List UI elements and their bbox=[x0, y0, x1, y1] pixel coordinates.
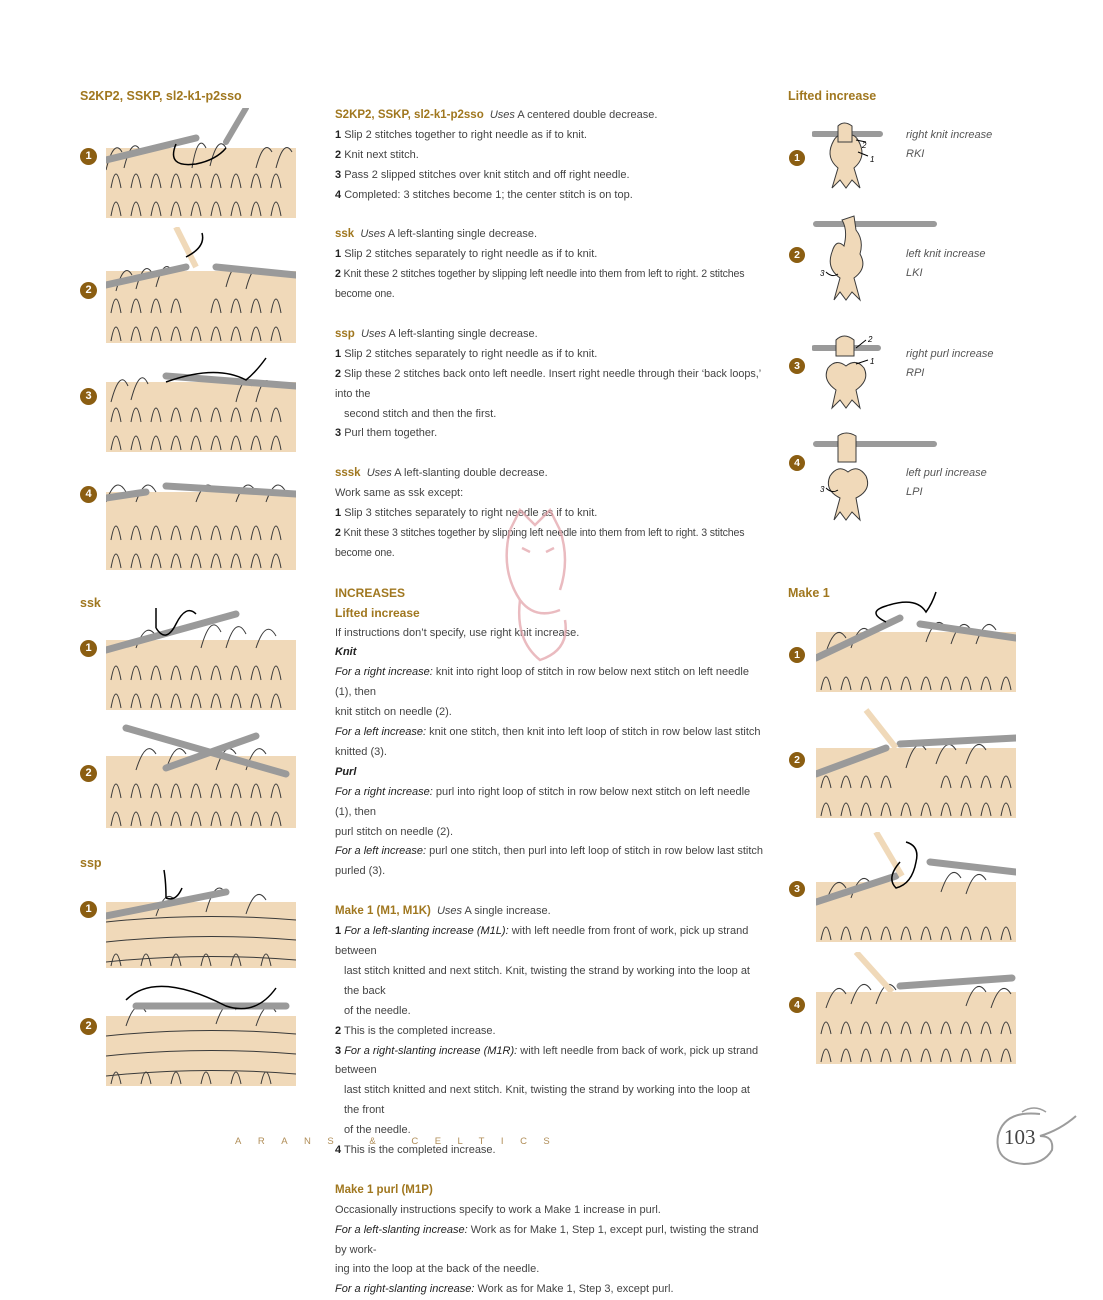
step-number: 1 bbox=[335, 925, 342, 938]
step-number-badge: 3 bbox=[789, 881, 805, 897]
step-number: 1 bbox=[335, 347, 342, 360]
step-line bbox=[335, 126, 765, 146]
svg-text:1: 1 bbox=[870, 155, 875, 164]
s2kp2-heading: S2KP2, SSKP, sl2-k1-p2sso bbox=[335, 109, 484, 121]
step-line bbox=[335, 365, 765, 405]
step-text: Slip 2 stitches separately to right needle as if to knit. bbox=[344, 347, 598, 360]
purl-left-text: purl one stitch, then purl into left loop of stitch in row below last stitch purled (3). bbox=[335, 845, 763, 878]
rki-label-line1: right knit increase bbox=[906, 129, 993, 141]
step-line-continued: second stitch and then the first. bbox=[344, 407, 497, 420]
step-line-continued: of the needle. bbox=[344, 1004, 411, 1017]
step-text: Slip these 2 stitches back onto left needle. Insert right needle through their ‘back loops,’ into the bbox=[335, 367, 761, 400]
uses-label: Uses bbox=[436, 905, 463, 918]
purl-right-text: purl into right loop of stitch in row below next stitch on left needle (1), then bbox=[335, 785, 751, 818]
svg-text:3: 3 bbox=[820, 269, 825, 278]
s2kp2-heading-line bbox=[335, 106, 765, 126]
uses-text: A centered double decrease. bbox=[517, 109, 658, 121]
step-number-badge: 1 bbox=[80, 640, 97, 657]
make1-step2-illustration bbox=[816, 708, 1016, 818]
step-line bbox=[335, 345, 765, 365]
s2kp2-step2-illustration bbox=[106, 227, 296, 343]
purl-right-line bbox=[335, 783, 765, 823]
rpi-label bbox=[906, 345, 993, 383]
step-number-badge: 1 bbox=[80, 901, 97, 918]
s2kp2-section-label: S2KP2, SSKP, sl2-k1-p2sso bbox=[80, 89, 242, 103]
increases-heading: INCREASES bbox=[335, 585, 406, 600]
step-text: Knit these 2 stitches together by slipping left needle into them from left to right. 2 stitches become one. bbox=[335, 268, 745, 301]
step-number-badge: 1 bbox=[80, 148, 97, 165]
uses-label: Uses bbox=[360, 228, 386, 241]
step-number: 2 bbox=[335, 268, 341, 281]
step-number-badge: 2 bbox=[80, 282, 97, 299]
make1p-left-label: For a left-slanting increase: bbox=[335, 1223, 468, 1236]
step-number-badge: 2 bbox=[80, 1018, 97, 1035]
make1p-heading: Make 1 purl (M1P) bbox=[335, 1183, 433, 1196]
step-text: Slip 3 stitches separately to right needle as if to knit. bbox=[344, 507, 598, 520]
uses-text: A left-slanting single decrease. bbox=[387, 228, 538, 241]
rpi-label-line1: right purl increase bbox=[906, 348, 994, 360]
step-text: This is the completed increase. bbox=[343, 1024, 496, 1037]
purl-left-line bbox=[335, 842, 765, 882]
step-number: 2 bbox=[335, 148, 342, 161]
purl-right-label: For a right increase: bbox=[335, 785, 433, 798]
svg-text:2: 2 bbox=[868, 335, 873, 344]
knit-right-line-continued: knit stitch on needle (2). bbox=[335, 706, 452, 719]
step-number-badge: 4 bbox=[80, 486, 97, 503]
svg-text:1: 1 bbox=[870, 357, 875, 366]
step-number-badge: 2 bbox=[80, 765, 97, 782]
right-needle bbox=[226, 108, 246, 142]
knit-right-text: knit into right loop of stitch in row below next stitch on left needle (1), then bbox=[335, 666, 749, 699]
step-number: 1 bbox=[335, 128, 342, 141]
lki-label-line1: left knit increase bbox=[906, 248, 986, 260]
step-number: 1 bbox=[335, 248, 342, 261]
ssp-step2-illustration bbox=[106, 976, 296, 1086]
rki-label bbox=[906, 126, 992, 164]
sssk-intro: Work same as ssk except: bbox=[335, 487, 464, 500]
make1-step3-illustration bbox=[816, 832, 1016, 942]
step-line bbox=[335, 186, 765, 206]
uses-text: A single increase. bbox=[464, 905, 551, 918]
rki-label-abbr: RKI bbox=[906, 148, 925, 160]
sssk-heading-line bbox=[335, 464, 765, 484]
knit-left-text: knit one stitch, then knit into left loop of stitch in row below last stitch knitted (3). bbox=[335, 726, 761, 758]
rpi-illustration bbox=[812, 330, 892, 412]
step-text: Slip 2 stitches together to right needle as if to knit. bbox=[344, 128, 587, 141]
ssk-step1-illustration bbox=[106, 604, 296, 710]
step-line-continued: last stitch knitted and next stitch. Knit, twisting the strand by working into the loop at the front bbox=[344, 1084, 750, 1117]
step-text: with left needle from front of work, pick up strand between bbox=[335, 925, 749, 957]
step-line bbox=[335, 146, 765, 166]
step-line-continued: of the needle. bbox=[344, 1124, 411, 1137]
purl-subheading: Purl bbox=[335, 765, 357, 778]
sssk-heading: sssk bbox=[335, 467, 361, 480]
step-text: This is the completed increase. bbox=[343, 1144, 496, 1157]
purl-left-label: For a left increase: bbox=[335, 845, 427, 858]
svg-text:2: 2 bbox=[862, 141, 867, 150]
step-number-badge: 4 bbox=[789, 455, 805, 471]
step-line bbox=[335, 1022, 765, 1042]
ssp-section-label: ssp bbox=[80, 856, 102, 870]
step-number: 2 bbox=[335, 1024, 342, 1037]
knit-right-label: For a right increase: bbox=[335, 666, 433, 679]
ssp-heading-line bbox=[335, 325, 765, 345]
lki-label-abbr: LKI bbox=[906, 267, 923, 279]
make1-step1-illustration bbox=[816, 582, 1016, 692]
make1-heading-line bbox=[335, 902, 765, 922]
uses-text: A left-slanting double decrease. bbox=[394, 467, 548, 480]
step-number: 3 bbox=[335, 427, 342, 440]
ssk-step2-illustration bbox=[106, 718, 296, 828]
ssp-step1-illustration bbox=[106, 862, 296, 968]
uses-label: Uses bbox=[489, 109, 515, 121]
make1p-left-line-continued: ing into the loop at the back of the needle. bbox=[335, 1263, 540, 1276]
step-text: with left needle from back of work, pick up strand between bbox=[335, 1044, 759, 1077]
step-number-badge: 2 bbox=[789, 247, 805, 263]
make1p-intro: Occasionally instructions specify to work a Make 1 increase in purl. bbox=[335, 1203, 661, 1216]
lpi-label-line1: left purl increase bbox=[906, 467, 987, 479]
lki-label bbox=[906, 245, 985, 283]
uses-label: Uses bbox=[366, 467, 392, 480]
make1-heading: Make 1 (M1, M1K) bbox=[335, 905, 431, 918]
knit-left-label: For a left increase: bbox=[335, 726, 427, 739]
step-line bbox=[335, 245, 765, 265]
cat-watermark-logo bbox=[480, 500, 590, 670]
step-number: 4 bbox=[335, 188, 342, 201]
step-text: Knit these 3 stitches together by slipping left needle into them from left to right. 3 stitches become one. bbox=[335, 526, 745, 559]
uses-label: Uses bbox=[360, 327, 387, 340]
step-number-badge: 1 bbox=[789, 150, 805, 166]
rki-illustration bbox=[812, 118, 892, 194]
step-number: 2 bbox=[335, 526, 341, 539]
step-text: Pass 2 slipped stitches over knit stitch and off right needle. bbox=[344, 168, 630, 181]
ssp-heading: ssp bbox=[335, 327, 355, 340]
lifted-increase-section-label: Lifted increase bbox=[788, 89, 877, 103]
step-line-continued: last stitch knitted and next stitch. Knit, twisting the strand by working into the loop at the back bbox=[344, 964, 750, 997]
lifted-increase-heading: Lifted increase bbox=[335, 605, 420, 620]
running-footer: ARANS & CELTICS bbox=[235, 1136, 567, 1147]
rpi-label-abbr: RPI bbox=[906, 367, 925, 379]
step-text: Completed: 3 stitches become 1; the center stitch is on top. bbox=[344, 188, 633, 201]
ssk-heading-line bbox=[335, 225, 765, 245]
step-line bbox=[335, 424, 765, 444]
step-number-badge: 3 bbox=[80, 388, 97, 405]
step-line bbox=[335, 922, 765, 962]
step-label: For a right-slanting increase (M1R): bbox=[344, 1044, 518, 1057]
step-number: 4 bbox=[335, 1144, 342, 1157]
step-number: 3 bbox=[335, 168, 342, 181]
page-number: 103 bbox=[1004, 1125, 1036, 1149]
make1p-left-text: Work as for Make 1, Step 1, except purl, twisting the strand by work- bbox=[335, 1223, 759, 1256]
step-number: 2 bbox=[335, 367, 342, 380]
make1p-right-label: For a right-slanting increase: bbox=[335, 1283, 475, 1296]
lpi-label-abbr: LPI bbox=[906, 486, 923, 498]
step-number-badge: 3 bbox=[789, 358, 805, 374]
instructions-column bbox=[335, 106, 765, 1300]
uses-text: A left-slanting single decrease. bbox=[388, 327, 538, 340]
step-number-badge: 1 bbox=[789, 647, 805, 663]
make1-section-label: Make 1 bbox=[788, 586, 830, 600]
make1p-right-line bbox=[335, 1280, 765, 1300]
step-number-badge: 2 bbox=[789, 752, 805, 768]
lifted-intro: If instructions don’t specify, use right knit increase. bbox=[335, 626, 580, 639]
s2kp2-step4-illustration bbox=[106, 462, 296, 570]
step-number: 1 bbox=[335, 507, 342, 520]
ssk-section-label: ssk bbox=[80, 596, 101, 610]
step-number: 3 bbox=[335, 1044, 342, 1057]
ssk-heading: ssk bbox=[335, 228, 355, 241]
knit-subheading: Knit bbox=[335, 646, 357, 659]
s2kp2-step3-illustration bbox=[106, 352, 296, 452]
make1-step4-illustration bbox=[816, 952, 1016, 1064]
step-line bbox=[335, 166, 765, 186]
make1p-left-line bbox=[335, 1221, 765, 1261]
make1p-right-text: Work as for Make 1, Step 3, except purl. bbox=[477, 1283, 674, 1296]
s2kp2-step1-illustration bbox=[106, 108, 296, 218]
step-label: For a left-slanting increase (M1L): bbox=[344, 925, 509, 938]
step-number-badge: 4 bbox=[789, 997, 805, 1013]
purl-right-line-continued: purl stitch on needle (2). bbox=[335, 825, 454, 838]
svg-text:3: 3 bbox=[820, 485, 825, 494]
step-line bbox=[335, 1042, 765, 1082]
step-line bbox=[335, 265, 765, 305]
step-text: Purl them together. bbox=[344, 427, 438, 440]
lpi-label bbox=[906, 464, 987, 502]
knit-left-line bbox=[335, 723, 765, 763]
step-text: Slip 2 stitches separately to right needle as if to knit. bbox=[344, 248, 598, 261]
step-text: Knit next stitch. bbox=[344, 148, 419, 161]
